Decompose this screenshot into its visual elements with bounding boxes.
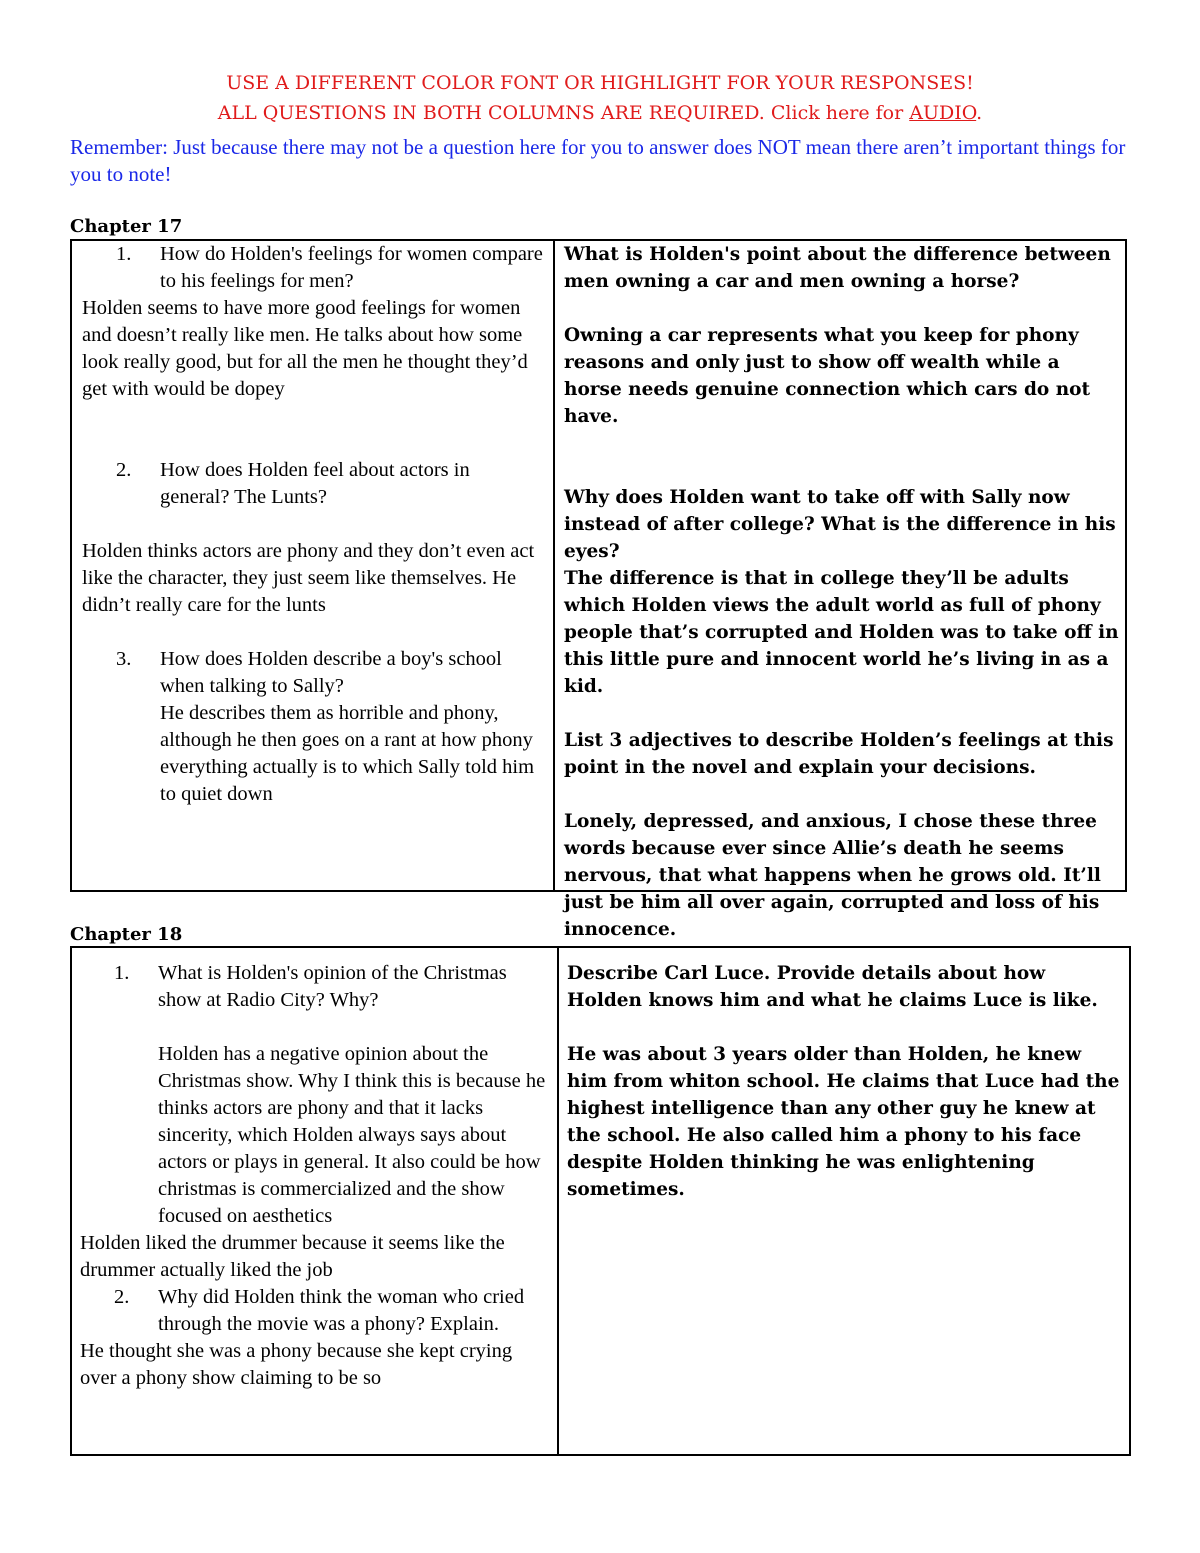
instruction-line-2: [0, 98, 1200, 128]
question-number: 1.: [116, 243, 132, 265]
column-divider: [553, 241, 555, 890]
chapter-18-title: Chapter 18: [70, 924, 183, 945]
question-number: 1.: [114, 962, 130, 984]
ch17-right-answer-3[interactable]: Lonely, depressed, and anxious, I chose these three words because ever since Allie’s death he seems nervous, that what happens when he grows old. It’ll just be him all over again, corrupted and loss of his innocence.: [564, 811, 1101, 940]
ch17-right-answer-2[interactable]: The difference is that in college they’ll be adults which Holden views the adult world as full of phony people that’s corrupted and Holden was to take off in this little pure and innocent world he’s living in as a kid.: [564, 568, 1119, 697]
question-number: 2.: [116, 459, 132, 481]
chapter-17-left-column: [82, 241, 544, 890]
question-text: How does Holden feel about actors in general? The Lunts?: [160, 459, 470, 508]
question-text: Why did Holden think the woman who cried through the movie was a phony? Explain.: [158, 1286, 525, 1335]
ch17-right-question-2: Why does Holden want to take off with Sally now instead of after college? What is the difference in his eyes?: [564, 487, 1116, 562]
ch17-question-1: [82, 241, 544, 295]
ch17-right-answer-1[interactable]: Owning a car represents what you keep for phony reasons and only just to show off wealth while a horse needs genuine connection which cars do not have.: [564, 325, 1091, 427]
ch17-question-2: [82, 457, 544, 511]
chapter-17-title: Chapter 17: [70, 216, 183, 237]
ch18-answer-1b[interactable]: Holden liked the drummer because it seems like the drummer actually liked the job: [80, 1232, 505, 1281]
chapter-18-left-column: [80, 948, 550, 1454]
ch17-answer-1[interactable]: Holden seems to have more good feelings for women and doesn’t really like men. He talks about how some look really good, but for all the men he thought they’d get with would be dopey: [82, 297, 528, 400]
chapter-18-table: [70, 946, 1131, 1456]
ch18-right-question-1: Describe Carl Luce. Provide details about how Holden knows him and what he claims Luce is like.: [567, 963, 1098, 1011]
chapter-18-right-column: [567, 948, 1122, 1454]
ch17-question-3: [82, 646, 544, 700]
column-divider: [557, 948, 559, 1454]
click-here-text: Click here for: [770, 102, 904, 124]
ch18-answer-2[interactable]: He thought she was a phony because she kept crying over a phony show claiming to be so: [80, 1340, 513, 1389]
chapter-17-right-column: [564, 241, 1119, 940]
instructions-header: [0, 68, 1200, 128]
ch17-answer-2[interactable]: Holden thinks actors are phony and they don’t even act like the character, they just seem like themselves. He didn’t really care for the lunts: [82, 540, 535, 616]
reminder-note: Remember: Just because there may not be a question here for you to answer does NOT mean there aren’t important things for you to note!: [70, 135, 1126, 186]
period: .: [976, 102, 983, 124]
question-number: 2.: [114, 1286, 130, 1308]
audio-link[interactable]: AUDIO: [909, 102, 977, 124]
ch17-right-question-1: What is Holden's point about the difference between men owning a car and men owning a horse?: [564, 244, 1111, 292]
ch18-right-answer-1[interactable]: He was about 3 years older than Holden, he knew him from whiton school. He claims that Luce had the highest intelligence than any other guy he knew at the school. He also called him a phony to his face despite Holden thinking he was enlightening sometimes.: [567, 1044, 1120, 1200]
required-notice: ALL QUESTIONS IN BOTH COLUMNS ARE REQUIRED.: [217, 102, 765, 124]
ch18-question-2: [80, 1284, 550, 1338]
question-text: What is Holden's opinion of the Christmas show at Radio City? Why?: [158, 962, 507, 1011]
ch18-question-1: [80, 960, 550, 1014]
question-number: 3.: [116, 648, 132, 670]
question-text: How does Holden describe a boy's school when talking to Sally?: [160, 648, 502, 697]
instruction-line-1: USE A DIFFERENT COLOR FONT OR HIGHLIGHT FOR YOUR RESPONSES!: [226, 72, 974, 94]
ch17-answer-3[interactable]: He describes them as horrible and phony, although he then goes on a rant at how phony everything actually is to which Sally told him to quiet down: [160, 702, 535, 805]
ch18-answer-1[interactable]: Holden has a negative opinion about the Christmas show. Why I think this is because he thinks actors are phony and that it lacks sincerity, which Holden always says about actors or plays in general. It also could be how christmas is commercialized and the show focused on aesthetics: [158, 1043, 546, 1227]
question-text: How do Holden's feelings for women compare to his feelings for men?: [160, 243, 543, 292]
ch17-right-question-3: List 3 adjectives to describe Holden’s feelings at this point in the novel and explain your decisions.: [564, 730, 1114, 778]
